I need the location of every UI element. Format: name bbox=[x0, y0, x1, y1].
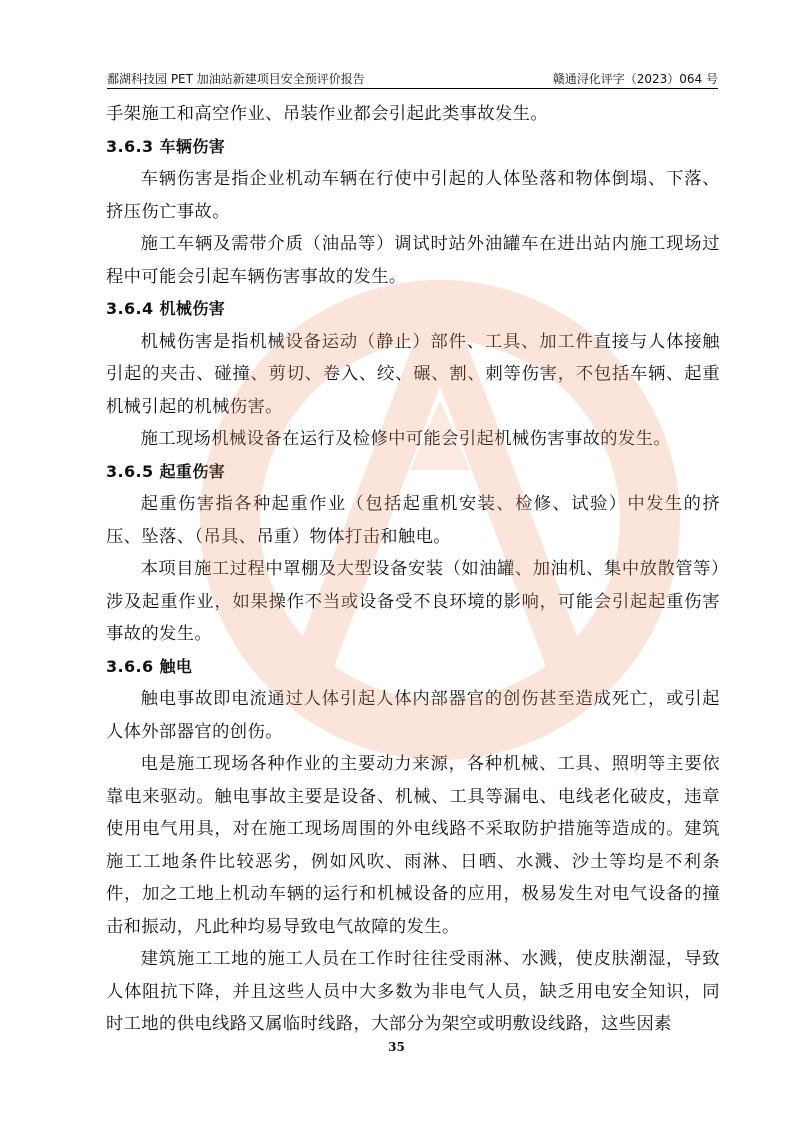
paragraph: 手架施工和高空作业、吊装作业都会引起此类事故发生。 bbox=[106, 104, 549, 124]
paragraph: 起重伤害指各种起重作业（包括起重机安装、检修、试验）中发生的挤压、坠落、（吊具、吊重）物体打击和触电。 bbox=[106, 494, 720, 547]
paragraph: 机械伤害是指机械设备运动（静止）部件、工具、加工件直接与人体接触引起的夹击、碰撞、剪切、卷入、绞、碾、割、刺等伤害，不包括车辆、起重机械引起的机械伤害。 bbox=[106, 331, 720, 417]
paragraph: 电是施工现场各种作业的主要动力来源，各种机械、工具、照明等主要依靠电来驱动。触电事故主要是设备、机械、工具等漏电、电线老化破皮，违章使用电气用具，对在施工现场周围的外电线路不采取防护措施等造成的。建筑施工工地条件比较恶劣，例如风吹、雨淋、日晒、水溅、沙土等均是不利条件，加之工地上机动车辆的运行和机械设备的应用，极易发生对电气设备的撞击和振动，凡此种均易导致电气故障的发生。 bbox=[106, 754, 720, 937]
page-number: 35 bbox=[388, 1040, 405, 1054]
paragraph: 本项目施工过程中罩棚及大型设备安装（如油罐、加油机、集中放散管等）涉及起重作业，如果操作不当或设备受不良环境的影响，可能会引起起重伤害事故的发生。 bbox=[106, 559, 720, 644]
paragraph: 建筑施工工地的施工人员在工作时往往受雨淋、水溅，使皮肤潮湿，导致人体阻抗下降，并且这些人员中大多数为非电气人员，缺乏用电安全知识，同时工地的供电线路又属临时线路，大部分为架空或明敷设线路，这些因素 bbox=[106, 949, 720, 1034]
section-heading-electric-shock: 3.6.6 触电 bbox=[106, 656, 193, 676]
document-body bbox=[106, 98, 720, 1041]
report-number: 赣通浔化评字（2023）064 号 bbox=[552, 72, 718, 86]
report-title: 鄱湖科技园 PET 加油站新建项目安全预评价报告 bbox=[107, 72, 365, 86]
paragraph: 施工现场机械设备在运行及检修中可能会引起机械伤害事故的发生。 bbox=[140, 429, 672, 449]
section-heading-mechanical-injury: 3.6.4 机械伤害 bbox=[106, 299, 226, 318]
paragraph: 触电事故即电流通过人体引起人体内部器官的创伤甚至造成死亡，或引起人体外部器官的创伤。 bbox=[106, 689, 720, 742]
section-heading-lifting-injury: 3.6.5 起重伤害 bbox=[106, 461, 226, 481]
section-heading-vehicle-injury: 3.6.3 车辆伤害 bbox=[106, 136, 226, 156]
paragraph: 车辆伤害是指企业机动车辆在行使中引起的人体坠落和物体倒塌、下落、挤压伤亡事故。 bbox=[106, 169, 720, 222]
paragraph: 施工车辆及需带介质（油品等）调试时站外油罐车在进出站内施工现场过程中可能会引起车辆伤害事故的发生。 bbox=[106, 234, 720, 287]
page-header bbox=[107, 66, 718, 89]
